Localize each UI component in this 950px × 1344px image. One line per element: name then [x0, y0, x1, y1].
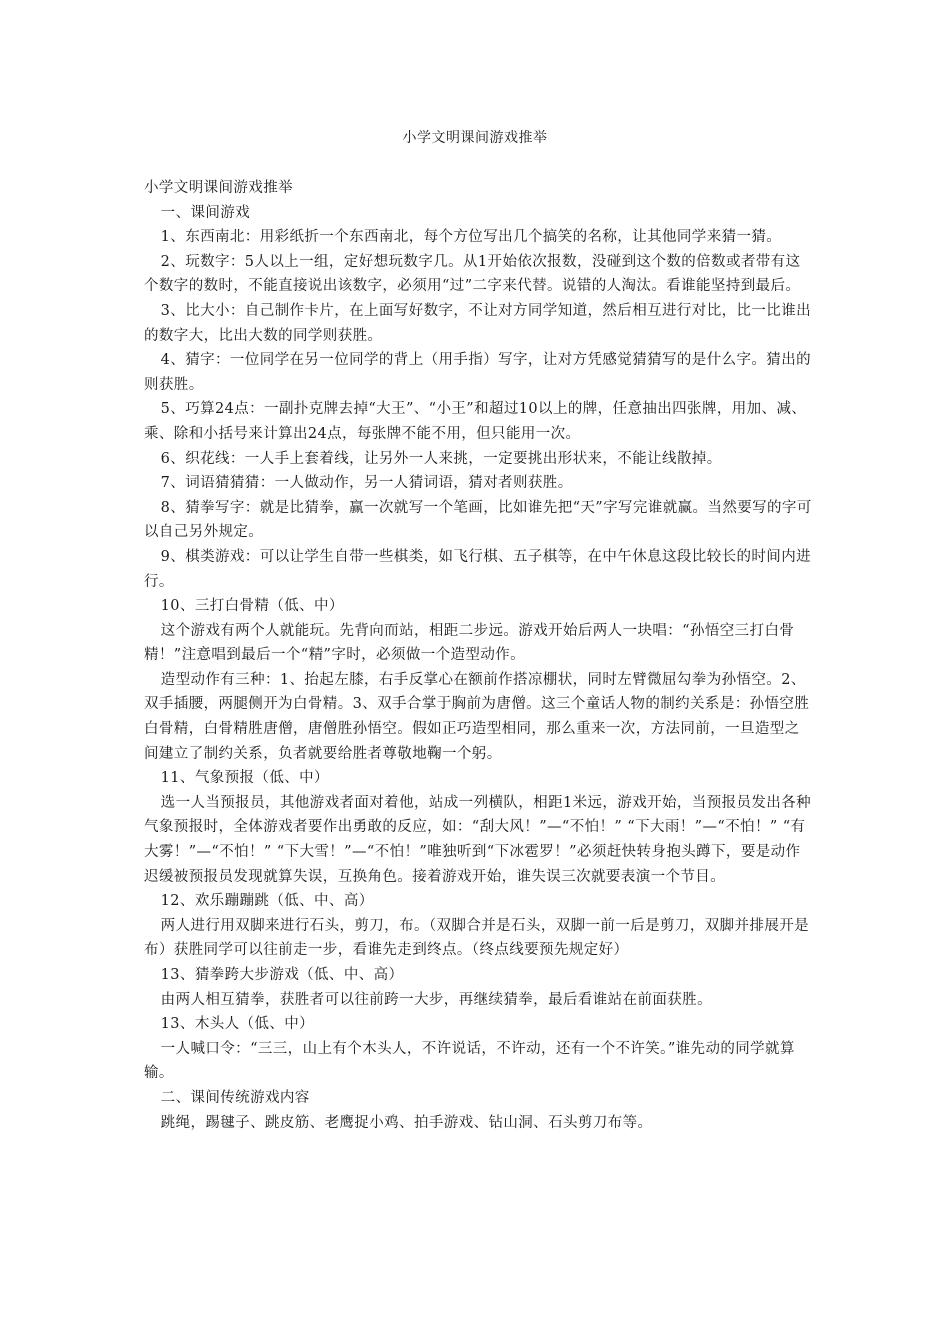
body-paragraph: 3、比大小：自己制作卡片，在上面写好数字，不让对方同学知道，然后相互进行对比，比一比谁出的数字大，比出大数的同学则获胜。: [144, 302, 811, 344]
body-paragraph: 跳绳，踢毽子、跳皮筋、老鹰捉小鸡、拍手游戏、钻山洞、石头剪刀布等。: [160, 1114, 653, 1131]
body-paragraph: 这个游戏有两个人就能玩。先背向而站，相距二步远。游戏开始后两人一块唱：“孙悟空三打白骨精！”注意唱到最后一个“精”字时，必须做一个造型动作。: [144, 622, 795, 664]
body-paragraph: 1、东西南北：用彩纸折一个东西南北，每个方位写出几个搞笑的名称，让其他同学来猜一猜。: [160, 229, 782, 246]
body-paragraph: 造型动作有三种：1、抬起左膝，右手反掌心在额前作搭凉棚状，同时左臂微屈勾拳为孙悟空。2、双手插腰，两腿侧开为白骨精。3、双手合掌于胸前为唐僧。这三个童话人物的制约关系是：孙悟空胜白骨精，白骨精胜唐僧，唐僧胜孙悟空。假如正巧造型相同，那么重来一次，方法同前，一旦造型之间建立了制约关系，负者就要给胜者尊敬地鞠一个躬。: [144, 671, 810, 762]
body-paragraph: 10、三打白骨精（低、中）: [160, 598, 344, 615]
body-paragraph: 一人喊口令：“三三，山上有个木头人，不许说话，不许动，还有一个不许笑。”谁先动的同学就算输。: [144, 1040, 795, 1082]
body-paragraph: 12、欢乐蹦蹦跳（低、中、高）: [160, 893, 374, 910]
body-paragraph: 8、猜拳写字：就是比猜拳，赢一次就写一个笔画，比如谁先把“天”字写完谁就赢。当然要写的字可以自己另外规定。: [144, 499, 812, 541]
body-paragraph: 由两人相互猜拳，获胜者可以往前跨一大步，再继续猜拳，最后看谁站在前面获胜。: [160, 991, 712, 1008]
body-paragraph: 4、猜字：一位同学在另一位同学的背上（用手指）写字，让对方凭感觉猜猜写的是什么字。猜出的则获胜。: [144, 352, 811, 393]
body-paragraph: 6、织花线：一人手上套着线，让另外一人来挑，一定要挑出形状来，不能让线散掉。: [160, 450, 722, 467]
body-paragraph: 一、课间游戏: [160, 204, 251, 221]
body-paragraph: 13、木头人（低、中）: [160, 1016, 315, 1033]
body-paragraph: 13、猜拳跨大步游戏（低、中、高）: [160, 967, 404, 983]
body-heading: 小学文明课间游戏推举: [144, 180, 293, 196]
body-paragraph: 5、巧算24点：一副扑克牌去掉“大王”、“小王”和超过10以上的牌，任意抽出四张牌，用加、减、乘、除和小括号来计算出24点，每张牌不能不用，但只能用一次。: [144, 401, 807, 442]
body-paragraph: 2、玩数字：5人以上一组，定好想玩数字几。从1开始依次报数，没碰到这个数的倍数或者带有这个数字的数时，不能直接说出该数字，必须用“过”二字来代替。说错的人淘汰。看谁能坚持到最后。: [144, 253, 801, 295]
body-paragraph: 11、气象预报（低、中）: [160, 770, 329, 787]
body-paragraph: 选一人当预报员，其他游戏者面对着他，站成一列横队，相距1米远，游戏开始，当预报员发出各种气象预报时，全体游戏者要作出勇敢的反应，如：“刮大风！”—“不怕！” “下大雨！”—“不怕！” “有大雾！”—“不怕！” “下大雪！”—“不怕！”唯独听到“下冰雹罗！”必须赶快转身抱头蹲下，要是动作迟缓被预报员发现就算失误，互换角色。接着游戏开始，谁失误三次就要表演一个节目。: [144, 794, 811, 885]
body-paragraph: 7、词语猜猜猜：一人做动作，另一人猜词语，猜对者则获胜。: [160, 475, 573, 492]
body-paragraph: 二、课间传统游戏内容: [160, 1089, 310, 1106]
body-paragraph: 9、棋类游戏：可以让学生自带一些棋类，如飞行棋、五子棋等，在中午休息这段比较长的时间内进行。: [144, 548, 811, 590]
document-title: 小学文明课间游戏推举: [402, 130, 548, 146]
document-body: [144, 176, 812, 1135]
body-paragraph: 两人进行用双脚来进行石头，剪刀，布。（双脚合并是石头，双脚一前一后是剪刀，双脚并排展开是布）获胜同学可以往前走一步，看谁先走到终点。（终点线要预先规定好）: [144, 917, 810, 959]
